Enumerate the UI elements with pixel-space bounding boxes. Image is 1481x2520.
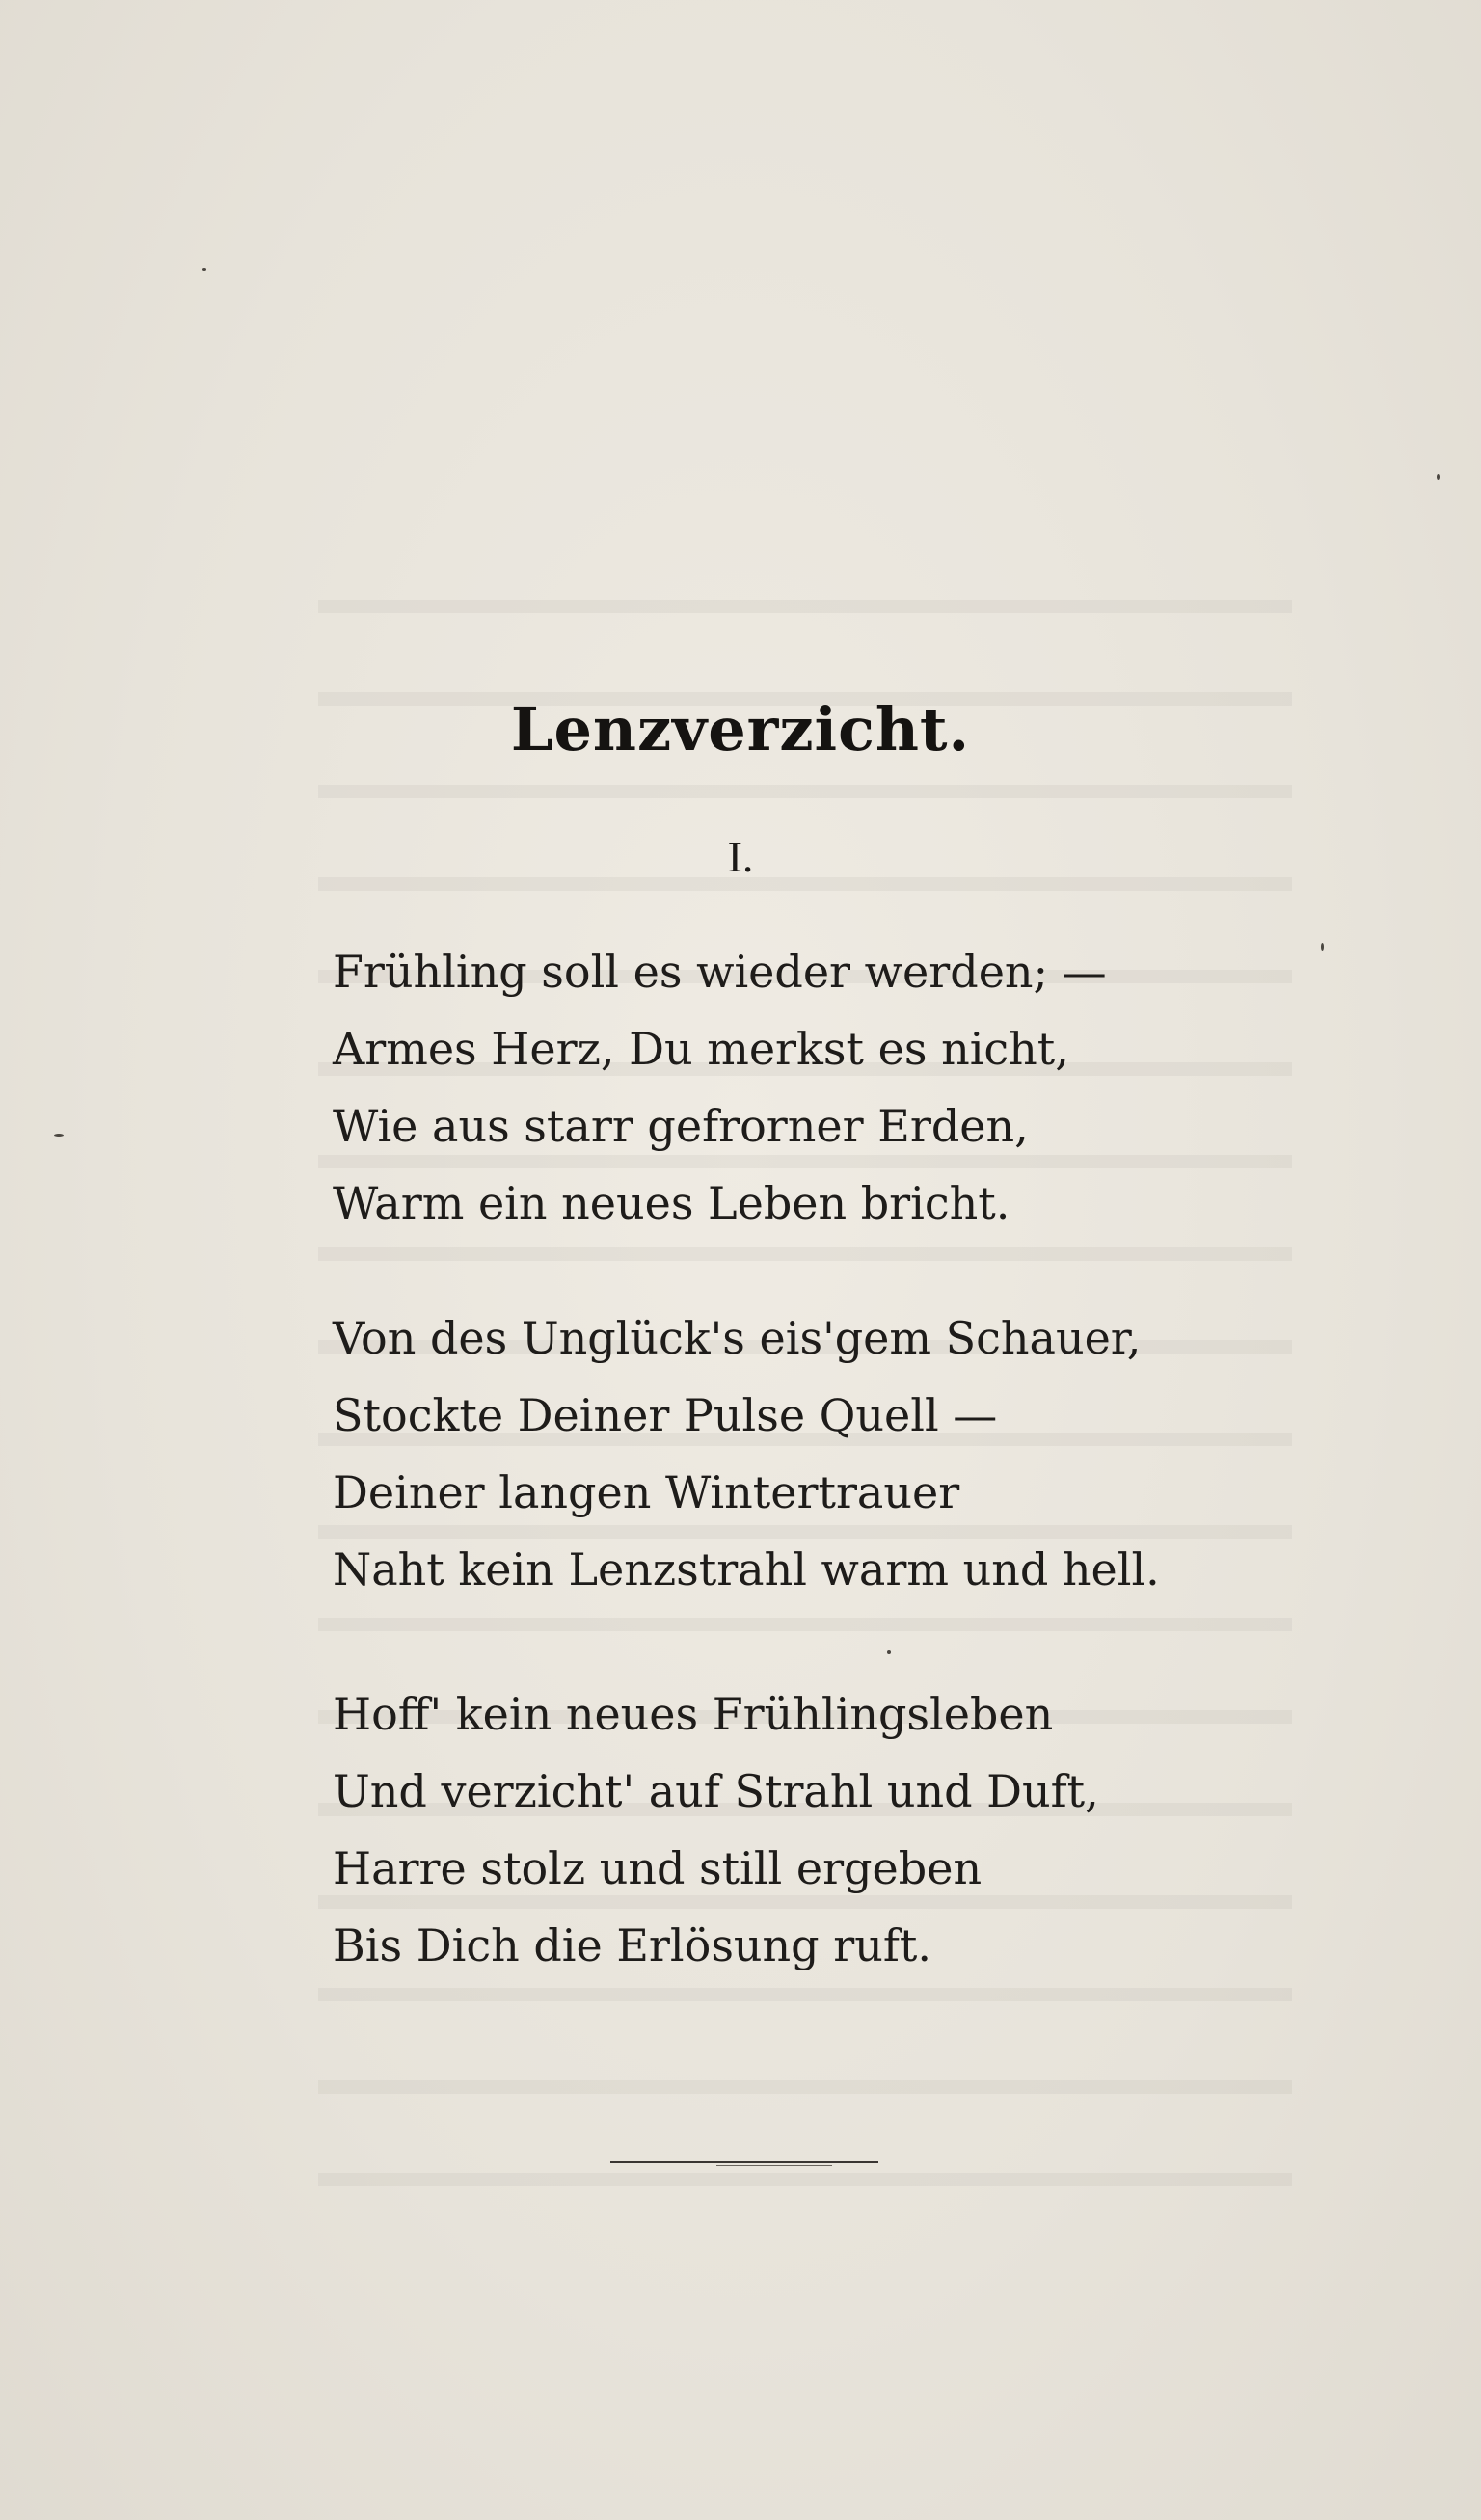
stanza-2 [333,1300,1200,1608]
poem-line: Bis Dich die Erlösung ruft. [333,1919,931,1971]
poem-line: Deiner langen Wintertrauer [333,1466,960,1518]
poem-line: Harre stolz und still ergeben [333,1842,983,1894]
ornamental-divider [610,2161,878,2163]
paper-speck [202,268,206,271]
poem-line: Warm ein neues Leben bricht. [333,1177,1010,1229]
paper-speck [887,1650,891,1654]
paper-speck [1321,943,1324,951]
poem-line: Hoff' kein neues Frühlingsleben [333,1688,1054,1740]
poem-line: Armes Herz, Du merkst es nicht, [333,1023,1069,1075]
stanza-1 [333,933,1200,1242]
stanza-3 [333,1676,1200,1984]
poem-line: Und verzicht' auf Strahl und Duft, [333,1765,1099,1817]
poem-title: Lenzverzicht. [510,694,971,764]
poem-line: Frühling soll es wieder werden; — [333,946,1107,998]
poem-line: Von des Unglück's eis'gem Schauer, [333,1312,1142,1364]
poem-line: Stockte Deiner Pulse Quell — [333,1389,998,1441]
paper-speck [1437,474,1440,480]
poem-line: Wie aus starr gefrorner Erden, [333,1100,1029,1152]
poem-line: Naht kein Lenzstrahl warm und hell. [333,1543,1160,1595]
section-numeral: I. [727,832,754,881]
paper-speck [54,1134,64,1137]
